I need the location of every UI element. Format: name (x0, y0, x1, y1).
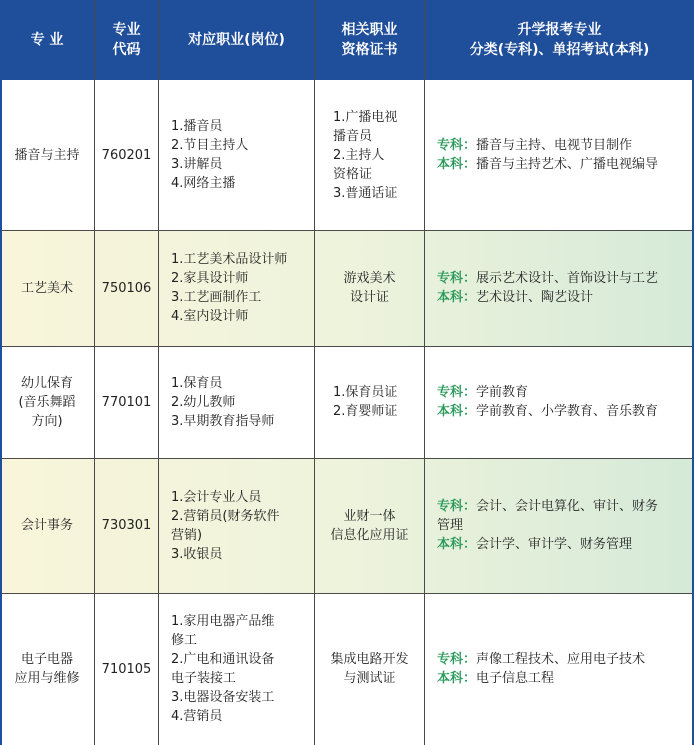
header-cert: 相关职业 资格证书 (341, 22, 398, 58)
job-item: 4.室内设计师 (171, 309, 249, 324)
job-item: 3.工艺画制作工 (171, 290, 262, 305)
zhuanke-label: 专科： (437, 652, 477, 667)
cert-cell: 集成电路开发 与测试证 (330, 652, 409, 686)
cert-cell: 业财一体 信息化应用证 (330, 508, 409, 543)
job-item: 1.工艺美术品设计师 (171, 252, 288, 267)
column-divider (314, 0, 315, 745)
benke-label: 本科： (437, 290, 477, 305)
header-code: 专业 代码 (112, 22, 141, 58)
benke-value: 会计学、审计学、财务管理 (476, 537, 633, 552)
major-code: 730301 (101, 518, 152, 533)
zhuanke-label: 专科： (437, 385, 477, 400)
job-item: 2.幼儿教师 (171, 394, 236, 410)
job-item: 4.网络主播 (171, 176, 236, 191)
major-name: 会计事务 (20, 518, 73, 533)
benke-label: 本科： (437, 671, 477, 686)
job-item: 1.播音员 (171, 119, 223, 134)
zhuanke-label: 专科： (437, 271, 477, 286)
major-name: 播音与主持 (14, 147, 80, 163)
table-border-left (0, 0, 2, 745)
zhuanke-value: 会计、会计电算化、审计、财务 管理 (437, 499, 659, 533)
major-code: 750106 (101, 280, 152, 296)
job-item: 2.营销员(财务软件 营销) (171, 508, 280, 543)
zhuanke-label: 专科： (437, 499, 477, 514)
job-item: 3.收银员 (171, 546, 223, 562)
row-divider (0, 593, 694, 594)
job-item: 2.节目主持人 (171, 138, 249, 153)
zhuanke-value: 播音与主持、电视节目制作 (476, 138, 633, 153)
row-divider (0, 458, 694, 459)
job-item: 1.保育员 (171, 375, 223, 391)
table-row (0, 458, 694, 593)
row-divider (0, 230, 694, 231)
table-row (0, 346, 694, 458)
admission-cell (425, 593, 694, 745)
header-admission: 升学报考专业 分类(专科)、单招考试(本科) (469, 22, 650, 58)
major-code: 710105 (101, 661, 152, 677)
admission-cell (425, 458, 694, 593)
jobs-cell (159, 346, 314, 458)
cert-cell: 1.广播电视 播音员 2.主持人 资格证 3.普通话证 (333, 109, 398, 201)
jobs-cell (159, 230, 314, 346)
row-divider (0, 346, 694, 347)
benke-label: 本科： (437, 404, 477, 419)
job-item: 4.营销员 (171, 709, 223, 724)
table-row (0, 230, 694, 346)
column-divider (94, 0, 95, 745)
jobs-cell (159, 593, 314, 745)
zhuanke-value: 声像工程技术、应用电子技术 (476, 652, 646, 667)
jobs-cell (159, 458, 314, 593)
major-name: 幼儿保育 (音乐舞蹈 方向) (18, 375, 76, 429)
cert-cell: 1.保育员证 2.育婴师证 (333, 385, 398, 419)
job-item: 1.家用电器产品维 修工 (171, 614, 275, 648)
benke-value: 播音与主持艺术、广播电视编导 (476, 157, 659, 172)
admission-cell (425, 230, 694, 346)
benke-label: 本科： (437, 157, 477, 172)
zhuanke-value: 学前教育 (476, 385, 529, 400)
major-name: 电子电器 应用与维修 (14, 652, 80, 686)
major-code: 760201 (101, 147, 152, 163)
jobs-cell (159, 80, 314, 230)
benke-value: 艺术设计、陶艺设计 (476, 290, 594, 305)
header-jobs: 对应职业(岗位) (188, 32, 285, 48)
major-name: 工艺美术 (20, 280, 73, 296)
table-row (0, 593, 694, 745)
column-divider (158, 0, 159, 745)
zhuanke-value: 展示艺术设计、首饰设计与工艺 (476, 271, 659, 286)
job-item: 3.早期教育指导师 (171, 413, 275, 429)
benke-value: 学前教育、小学教育、音乐教育 (476, 404, 659, 419)
admission-cell (425, 80, 694, 230)
cert-cell: 游戏美术 设计证 (343, 271, 396, 305)
table-row (0, 80, 694, 230)
job-item: 3.讲解员 (171, 157, 223, 172)
admission-cell (425, 346, 694, 458)
benke-label: 本科： (437, 537, 477, 552)
job-item: 2.广电和通讯设备 电子装接工 (171, 652, 275, 686)
job-item: 1.会计专业人员 (171, 489, 262, 505)
job-item: 3.电器设备安装工 (171, 690, 275, 705)
job-item: 2.家具设计师 (171, 271, 249, 286)
benke-value: 电子信息工程 (476, 671, 555, 686)
table-header (0, 0, 694, 80)
column-divider (424, 0, 425, 745)
zhuanke-label: 专科： (437, 138, 477, 153)
header-major: 专 业 (30, 32, 64, 48)
major-code: 770101 (101, 394, 152, 410)
